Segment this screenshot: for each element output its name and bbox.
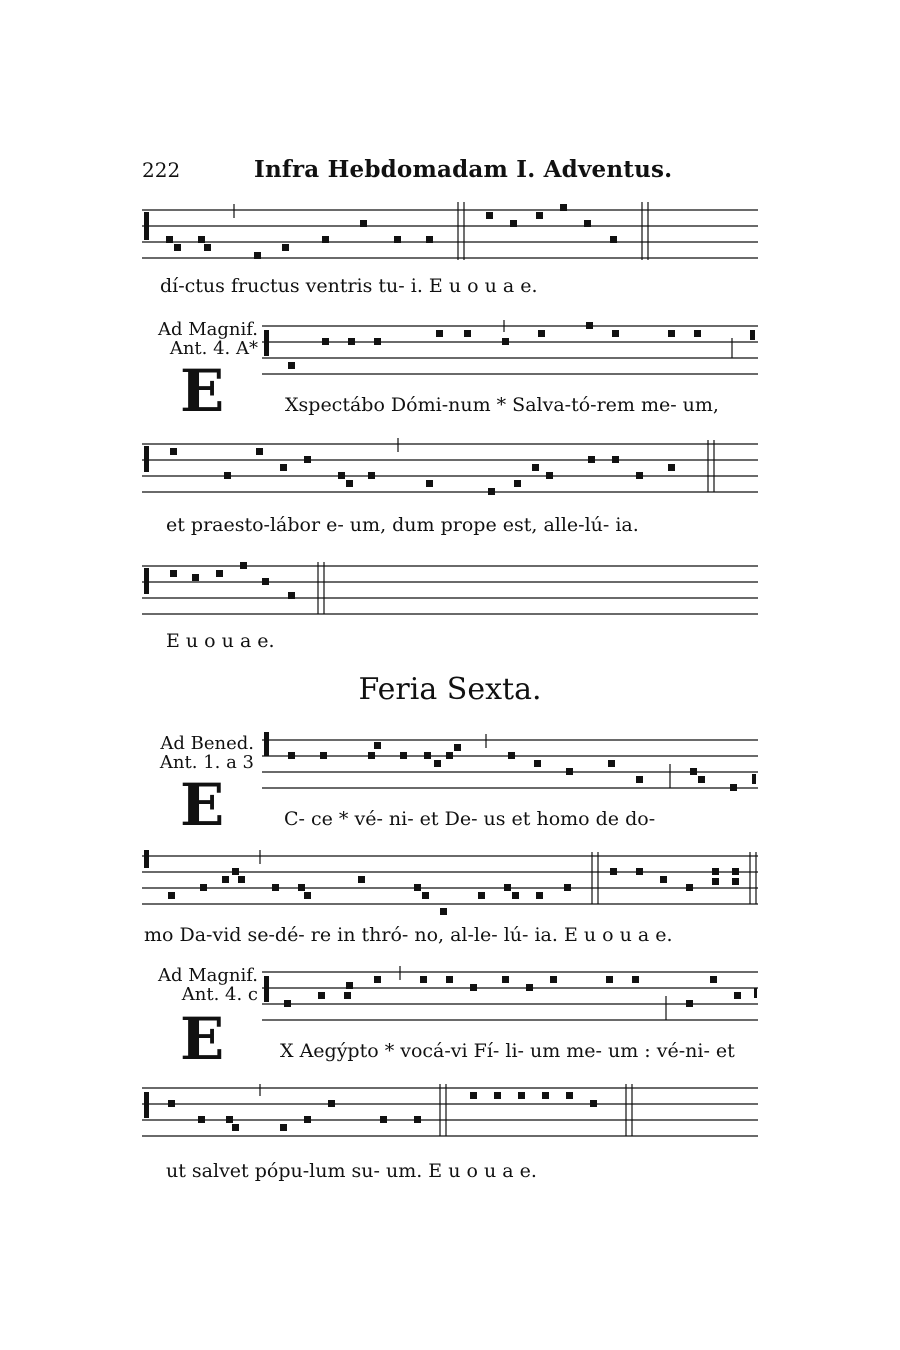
music-staff-3 bbox=[142, 436, 758, 516]
section-title: Feria Sexta. bbox=[358, 672, 542, 707]
staff-lines bbox=[262, 318, 758, 388]
music-staff-2 bbox=[262, 318, 758, 398]
music-staff-6 bbox=[142, 848, 758, 928]
initial-letter: E bbox=[180, 1005, 225, 1073]
music-staff-8 bbox=[142, 1082, 758, 1162]
initial-letter: E bbox=[180, 771, 225, 839]
lyrics-line-7: X Aegýpto * vocá-vi Fí- li- um me- um : vé-ni- et bbox=[280, 1040, 735, 1062]
staff-lines bbox=[142, 1082, 758, 1152]
antiphon-label-magnificat-2: Ad Magnif. Ant. 4. c bbox=[157, 965, 258, 1005]
music-staff-5 bbox=[262, 730, 758, 810]
antiphon-label-benedictus: Ad Bened. Ant. 1. a 3 bbox=[159, 733, 254, 773]
music-staff-7 bbox=[262, 962, 758, 1042]
running-header bbox=[142, 158, 762, 190]
music-staff-4 bbox=[142, 560, 758, 640]
lyrics-line-8: ut salvet pópu-lum su- um. E u o u a e. bbox=[166, 1160, 537, 1182]
lyrics-line-2: Xspectábo Dómi-num * Salva-tó-rem me- um, bbox=[285, 394, 719, 416]
lyrics-line-4: E u o u a e. bbox=[166, 630, 275, 652]
staff-lines bbox=[262, 962, 758, 1032]
staff-lines bbox=[142, 200, 758, 270]
music-staff-1 bbox=[142, 200, 758, 280]
lyrics-line-1: dí-ctus fructus ventris tu- i. E u o u a e. bbox=[160, 275, 538, 297]
running-title: Infra Hebdomadam I. Adventus. bbox=[254, 156, 673, 183]
staff-lines bbox=[142, 848, 758, 924]
lyrics-line-5: C- ce * vé- ni- et De- us et homo de do- bbox=[284, 808, 656, 830]
staff-lines bbox=[262, 730, 758, 800]
staff-lines bbox=[142, 436, 758, 506]
lyrics-line-6: mo Da-vid se-dé- re in thró- no, al-le- lú- ia. E u o u a e. bbox=[144, 924, 673, 946]
antiphon-label-magnificat: Ad Magnif. Ant. 4. A* bbox=[157, 319, 258, 359]
page-number: 222 bbox=[142, 158, 181, 182]
initial-letter: E bbox=[180, 357, 225, 425]
staff-lines bbox=[142, 560, 758, 620]
lyrics-line-3: et praesto-lábor e- um, dum prope est, alle-lú- ia. bbox=[166, 514, 639, 536]
